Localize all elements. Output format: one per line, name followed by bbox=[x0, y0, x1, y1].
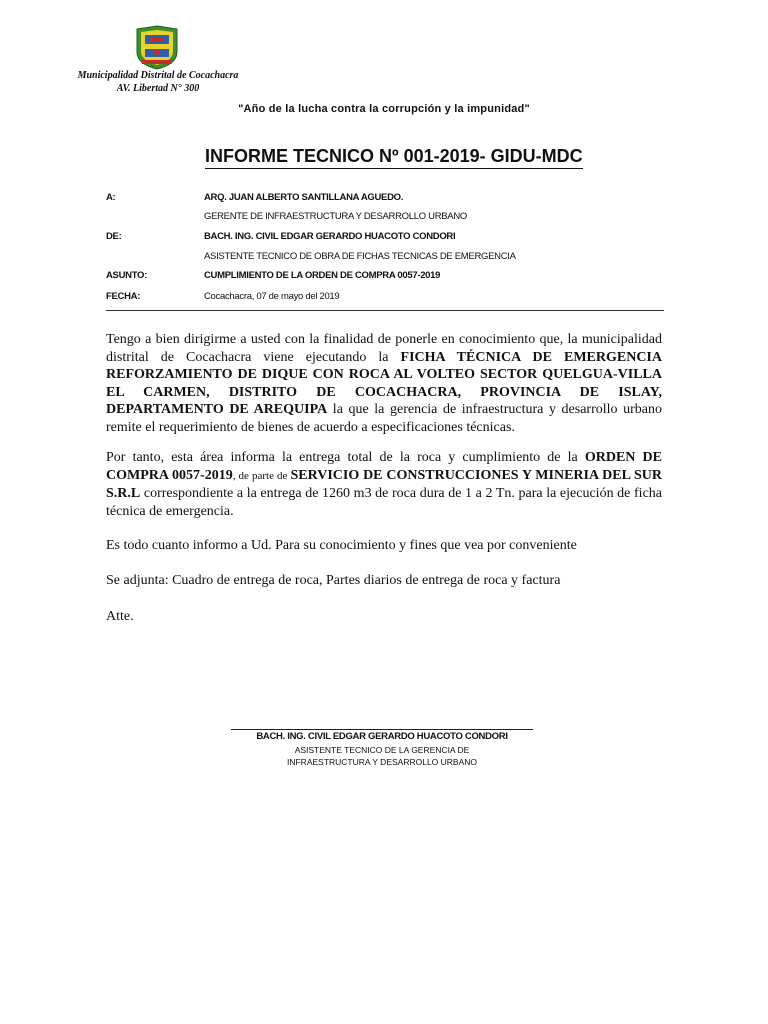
signer-name: BACH. ING. CIVIL EDGAR GERARDO HUACOTO CONDORI bbox=[256, 731, 508, 742]
subject-value: CUMPLIMIENTO DE LA ORDEN DE COMPRA 0057-2019 bbox=[204, 270, 441, 281]
paragraph-2 bbox=[106, 449, 662, 520]
date-value: Cocachacra, 07 de mayo del 2019 bbox=[204, 291, 340, 302]
p2-purchase-order: ORDEN DE COMPRA 0057-2019 bbox=[106, 450, 662, 483]
header-divider bbox=[106, 310, 664, 311]
from-name: BACH. ING. CIVIL EDGAR GERARDO HUACOTO CONDORI bbox=[204, 231, 456, 242]
to-label: A: bbox=[106, 192, 116, 203]
p1-text-end: la que la gerencia de infraestructura y desarrollo urbano remite el requerimiento de bienes de acuerdo a especificaciones técnicas. bbox=[106, 402, 662, 435]
p2-text-mid: , de parte de bbox=[232, 469, 291, 482]
p2-text-end: correspondiente a la entrega de 1260 m3 de roca dura de 1 a 2 Tn. para la ejecución de ficha técnica de emergencia. bbox=[106, 486, 662, 519]
p1-text: Tengo a bien dirigirme a usted con la finalidad de ponerle en conocimiento que, la municipalidad distrital de Cocachacra viene ejecutando la bbox=[106, 332, 662, 365]
municipality-name: Municipalidad Distrital de Cocachacra bbox=[77, 70, 239, 81]
report-title: INFORME TECNICO Nº 001-2019- GIDU-MDC bbox=[205, 146, 583, 169]
p2-supplier: SERVICIO DE CONSTRUCCIONES Y MINERIA DEL SUR S.R.L bbox=[106, 467, 662, 501]
municipality-address: AV. Libertad N° 300 bbox=[116, 83, 200, 94]
p2-text: Por tanto, esta área informa la entrega total de la roca y cumplimiento de la bbox=[106, 450, 585, 465]
signature-line bbox=[231, 729, 533, 730]
signer-role-line2: INFRAESTRUCTURA Y DESARROLLO URBANO bbox=[286, 757, 478, 767]
from-role: ASISTENTE TECNICO DE OBRA DE FICHAS TECNICAS DE EMERGENCIA bbox=[204, 251, 516, 262]
paragraph-5: Atte. bbox=[106, 609, 134, 624]
year-slogan: "Año de la lucha contra la corrupción y la impunidad" bbox=[238, 103, 530, 115]
paragraph-3: Es todo cuanto informo a Ud. Para su conocimiento y fines que vea por conveniente bbox=[106, 538, 577, 553]
signer-role-line1: ASISTENTE TECNICO DE LA GERENCIA DE bbox=[294, 745, 470, 755]
p1-project-name: FICHA TÉCNICA DE EMERGENCIA REFORZAMIENTO DE DIQUE CON ROCA AL VOLTEO SECTOR QUELGUA-VILLA EL CARMEN, DISTRITO DE COCACHACRA, PROVINCIA DE ISLAY, DEPARTAMENTO DE AREQUIPA bbox=[106, 349, 662, 417]
subject-label: ASUNTO: bbox=[106, 270, 148, 281]
municipal-crest-logo bbox=[133, 24, 181, 70]
paragraph-4: Se adjunta: Cuadro de entrega de roca, Partes diarios de entrega de roca y factura bbox=[106, 573, 561, 588]
to-name: ARQ. JUAN ALBERTO SANTILLANA AGUEDO. bbox=[204, 192, 404, 203]
date-label: FECHA: bbox=[106, 291, 141, 302]
to-role: GERENTE DE INFRAESTRUCTURA Y DESARROLLO URBANO bbox=[204, 211, 467, 222]
from-label: DE: bbox=[106, 231, 122, 242]
paragraph-1 bbox=[106, 331, 662, 436]
